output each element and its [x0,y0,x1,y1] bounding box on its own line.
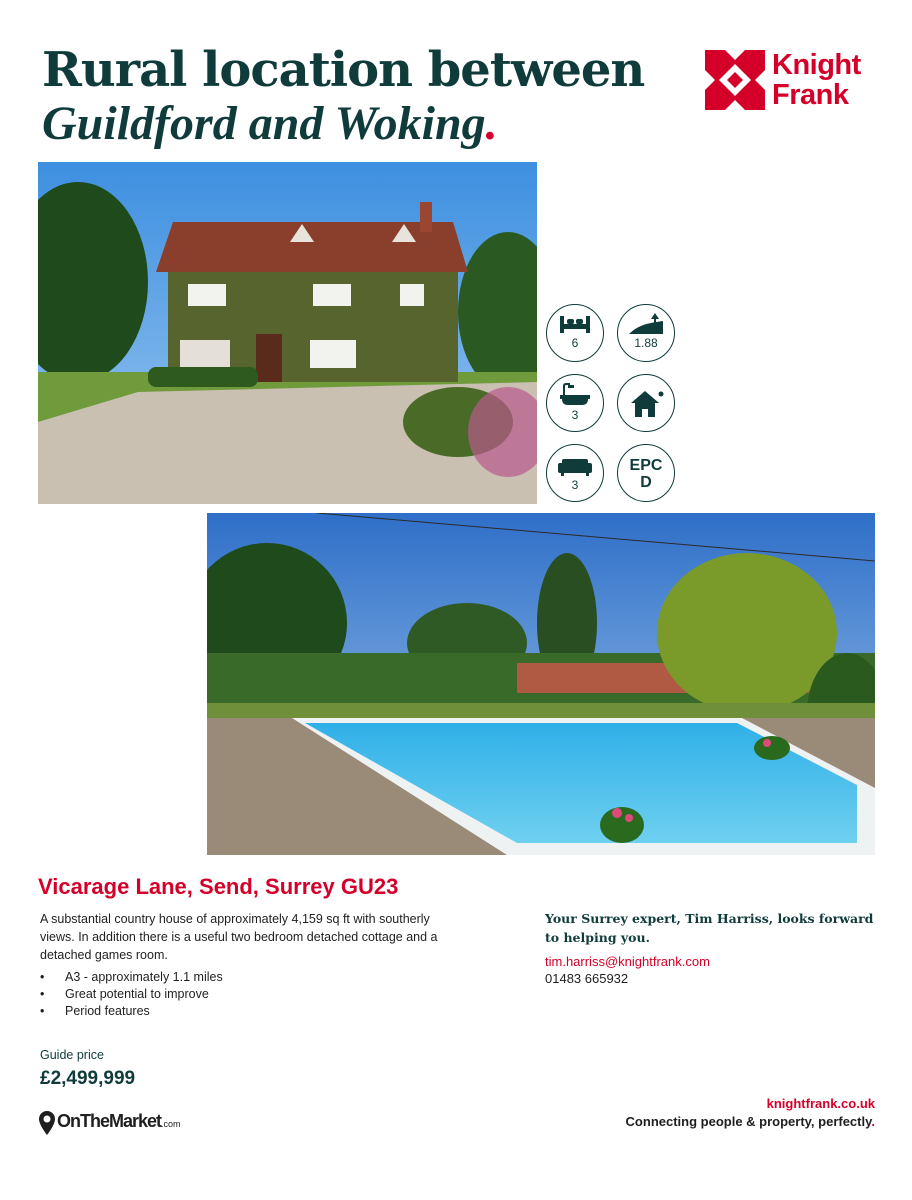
house-photo [38,162,537,504]
acres-value: 1.88 [634,336,658,350]
headline-dot: . [485,97,498,150]
tagline-text: Connecting people & property, perfectly [625,1114,872,1129]
epc-rating: D [640,474,652,491]
cottage-feature [617,374,675,432]
onthemarket-name: OnTheMarket [57,1111,162,1131]
agent-message: Your Surrey expert, Tim Harriss, looks forward to helping you. [545,911,874,945]
guide-price: £2,499,999 [40,1068,136,1089]
tagline [626,1114,875,1129]
tagline-dot: . [871,1114,875,1129]
onthemarket-logo[interactable] [38,1110,181,1136]
onthemarket-suffix: .com [161,1119,181,1129]
sofa-icon [557,457,593,477]
bedrooms-feature [546,304,604,362]
agent-phone[interactable]: 01483 665932 [545,971,629,986]
house-icon [628,387,664,421]
knight-frank-logo[interactable] [705,50,877,112]
headline-line-2 [42,96,498,152]
highlight-item: • Period features [40,1003,223,1020]
brand-name-line-1: Knight [772,49,861,81]
epc-feature [617,444,675,502]
property-address: Vicarage Lane, Send, Surrey GU23 [38,874,399,899]
brand-name-line-2: Frank [772,79,849,111]
receptions-count: 3 [571,478,579,492]
epc-label: EPC [629,457,663,474]
highlight-item: • Great potential to improve [40,986,223,1003]
land-icon [628,313,664,335]
knight-frank-logo-mark-icon [705,50,765,110]
property-description: A substantial country house of approximately 4,159 sq ft with southerly views. In addition there is a useful two bedroom detached cottage and a detached games room. [40,912,438,962]
highlight-item: • A3 - approximately 1.1 miles [40,969,223,986]
bathrooms-count: 3 [571,408,579,422]
onthemarket-wordmark [57,1111,181,1132]
acres-feature [617,304,675,362]
bathrooms-feature [546,374,604,432]
bedrooms-count: 6 [571,336,579,350]
pool-photo [207,513,875,855]
property-highlights [40,969,223,1020]
bed-icon [558,313,592,335]
bath-icon [558,383,592,407]
headline-line-2-text: Guildford and Woking [42,97,486,150]
location-pin-icon [38,1110,56,1136]
agent-email-link[interactable]: tim.harriss@knightfrank.com [545,954,710,969]
website-link[interactable]: knightfrank.co.uk [766,1096,875,1111]
brand-name [772,50,861,110]
guide-price-label: Guide price [40,1048,104,1062]
headline-line-1: Rural location between [42,42,645,98]
receptions-feature [546,444,604,502]
